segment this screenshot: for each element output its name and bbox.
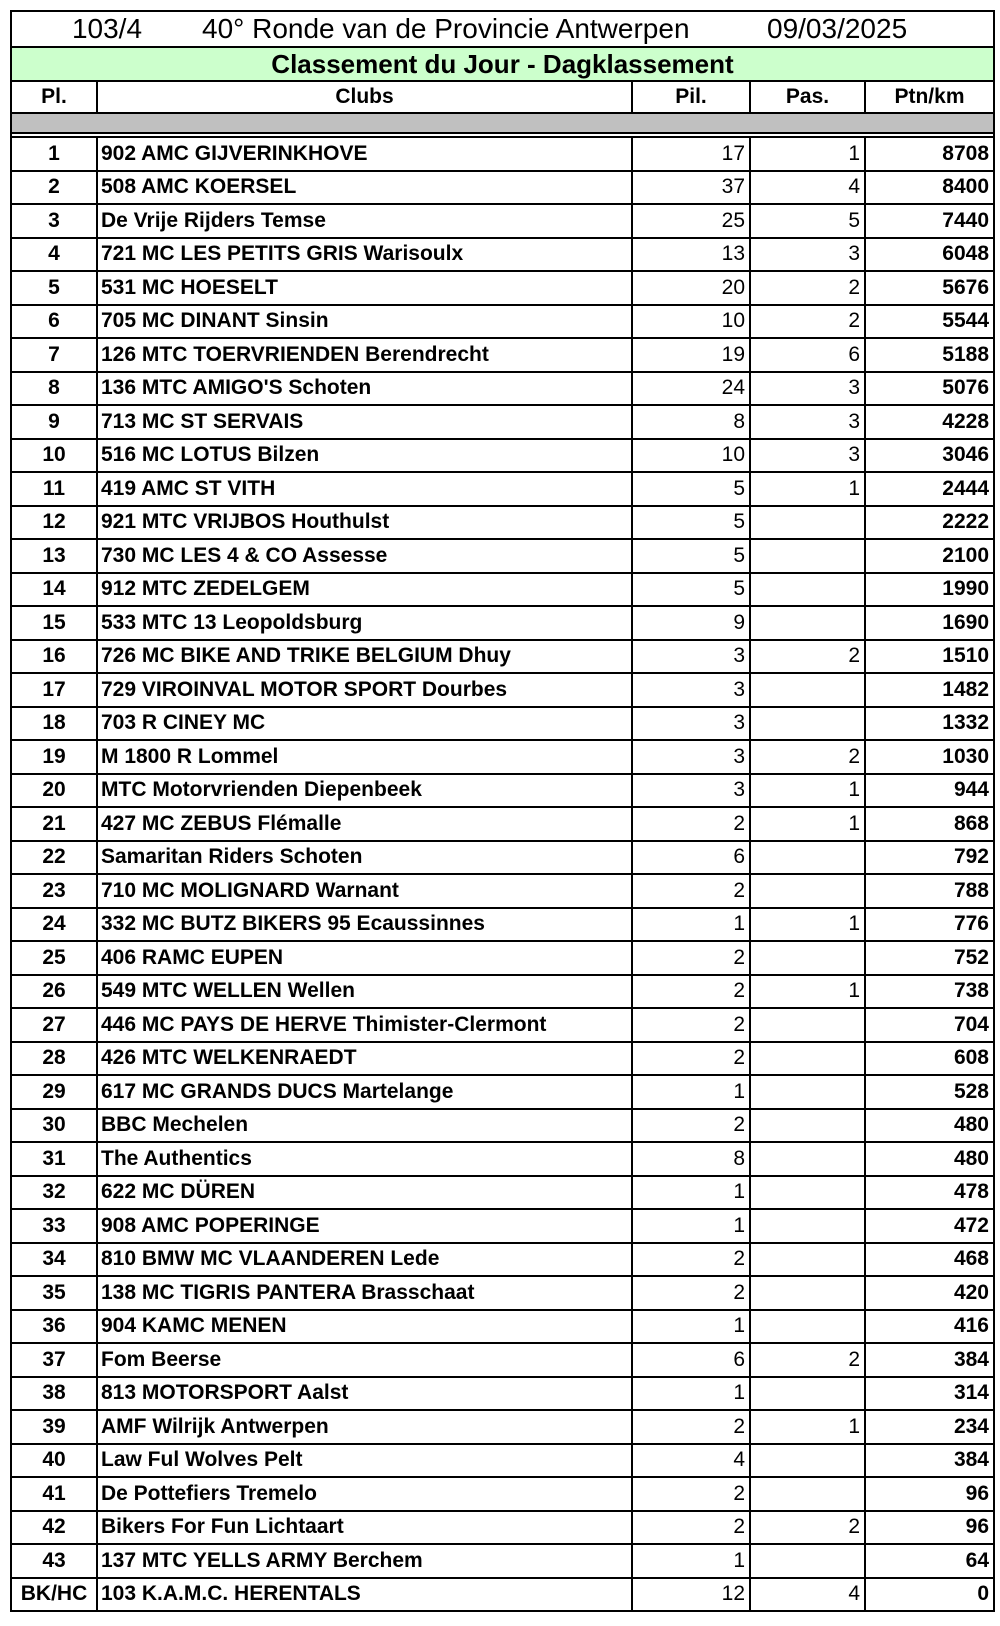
table-row (10, 1043, 995, 1077)
club-cell: 902 AMC GIJVERINKHOVE (98, 138, 633, 170)
place-cell: 16 (12, 641, 98, 673)
club-cell: 406 RAMC EUPEN (98, 942, 633, 974)
riders-cell: 1 (633, 1545, 751, 1577)
points-cell: 1030 (942, 744, 989, 768)
place-cell: 39 (12, 1411, 98, 1443)
passengers-cell: 2 (751, 1512, 866, 1544)
club-cell: 730 MC LES 4 & CO Assesse (98, 540, 633, 572)
passengers-cell (751, 1009, 866, 1041)
passengers-cell: 1 (751, 976, 866, 1008)
place-cell: 20 (12, 775, 98, 807)
place-cell: 42 (12, 1512, 98, 1544)
points-cell: 868 (953, 811, 989, 835)
table-row (10, 272, 995, 306)
place-cell: 37 (12, 1344, 98, 1376)
place-cell: 6 (12, 306, 98, 338)
club-cell: The Authentics (98, 1143, 633, 1175)
passengers-cell: 2 (751, 1344, 866, 1376)
points-cell: 3046 (942, 443, 989, 467)
place-cell: 14 (12, 574, 98, 606)
riders-cell: 2 (633, 1411, 751, 1443)
points-cell: 1690 (942, 610, 989, 634)
passengers-cell (751, 1177, 866, 1209)
points-cell: 5188 (942, 342, 989, 366)
club-cell: 446 MC PAYS DE HERVE Thimister-Clermont (98, 1009, 633, 1041)
passengers-cell (751, 540, 866, 572)
place-cell: 43 (12, 1545, 98, 1577)
place-cell: 31 (12, 1143, 98, 1175)
passengers-cell (751, 1043, 866, 1075)
riders-cell: 1 (633, 1210, 751, 1242)
club-cell: 908 AMC POPERINGE (98, 1210, 633, 1242)
table-row (10, 306, 995, 340)
riders-cell: 10 (633, 440, 751, 472)
points-cell: 1482 (942, 677, 989, 701)
points-cell: 4228 (942, 409, 989, 433)
table-row (10, 909, 995, 943)
table-row (10, 641, 995, 675)
riders-cell: 2 (633, 1478, 751, 1510)
riders-cell: 1 (633, 909, 751, 941)
table-row (10, 440, 995, 474)
place-cell: 34 (12, 1244, 98, 1276)
passengers-cell (751, 1311, 866, 1343)
place-cell: 23 (12, 875, 98, 907)
points-cell: 234 (953, 1414, 989, 1438)
place-cell: 29 (12, 1076, 98, 1108)
place-cell: 41 (12, 1478, 98, 1510)
place-cell: 25 (12, 942, 98, 974)
table-row (10, 1210, 995, 1244)
place-cell: 17 (12, 674, 98, 706)
riders-cell: 1 (633, 1177, 751, 1209)
riders-cell: 17 (633, 138, 751, 170)
club-cell: 138 MC TIGRIS PANTERA Brasschaat (98, 1277, 633, 1309)
club-cell: 516 MC LOTUS Bilzen (98, 440, 633, 472)
table-row (10, 473, 995, 507)
table-row (10, 1411, 995, 1445)
header-points: Ptn/km (894, 85, 965, 108)
table-row (10, 1110, 995, 1144)
riders-cell: 24 (633, 373, 751, 405)
club-cell: 729 VIROINVAL MOTOR SPORT Dourbes (98, 674, 633, 706)
points-cell: 64 (965, 1548, 989, 1572)
points-cell: 480 (953, 1146, 989, 1170)
points-cell: 5544 (942, 309, 989, 333)
riders-cell: 2 (633, 1512, 751, 1544)
riders-cell: 8 (633, 406, 751, 438)
passengers-cell (751, 574, 866, 606)
riders-cell: 2 (633, 1110, 751, 1142)
place-cell: 22 (12, 842, 98, 874)
event-date: 09/03/2025 (767, 13, 908, 44)
passengers-cell: 4 (751, 1579, 866, 1611)
points-cell: 0 (977, 1582, 989, 1606)
club-cell: 810 BMW MC VLAANDEREN Lede (98, 1244, 633, 1276)
place-cell: 26 (12, 976, 98, 1008)
riders-cell: 1 (633, 1076, 751, 1108)
club-cell: 617 MC GRANDS DUCS Martelange (98, 1076, 633, 1108)
table-row (10, 875, 995, 909)
place-cell: 9 (12, 406, 98, 438)
table-row (10, 842, 995, 876)
points-cell: 384 (953, 1347, 989, 1371)
club-cell: AMF Wilrijk Antwerpen (98, 1411, 633, 1443)
passengers-cell: 2 (751, 272, 866, 304)
header-club: Clubs (98, 82, 633, 112)
passengers-cell (751, 875, 866, 907)
club-cell: 921 MTC VRIJBOS Houthulst (98, 507, 633, 539)
place-cell: 33 (12, 1210, 98, 1242)
club-cell: 508 AMC KOERSEL (98, 172, 633, 204)
place-cell: 2 (12, 172, 98, 204)
riders-cell: 5 (633, 507, 751, 539)
place-cell: 28 (12, 1043, 98, 1075)
riders-cell: 2 (633, 808, 751, 840)
place-cell: 19 (12, 741, 98, 773)
passengers-cell: 3 (751, 406, 866, 438)
page-subtitle: Classement du Jour - Dagklassement (271, 48, 734, 79)
table-row (10, 1177, 995, 1211)
points-cell: 6048 (942, 242, 989, 266)
club-cell: M 1800 R Lommel (98, 741, 633, 773)
header-passengers: Pas. (751, 82, 866, 112)
place-cell: 32 (12, 1177, 98, 1209)
place-cell: 12 (12, 507, 98, 539)
place-cell: 10 (12, 440, 98, 472)
riders-cell: 2 (633, 1009, 751, 1041)
place-cell: 1 (12, 138, 98, 170)
table-row (10, 339, 995, 373)
club-cell: 710 MC MOLIGNARD Warnant (98, 875, 633, 907)
passengers-cell: 1 (751, 1411, 866, 1443)
club-cell: 705 MC DINANT Sinsin (98, 306, 633, 338)
club-cell: 332 MC BUTZ BIKERS 95 Ecaussinnes (98, 909, 633, 941)
passengers-cell (751, 1478, 866, 1510)
riders-cell: 12 (633, 1579, 751, 1611)
passengers-cell: 1 (751, 138, 866, 170)
club-cell: Samaritan Riders Schoten (98, 842, 633, 874)
table-row (10, 1545, 995, 1579)
riders-cell: 19 (633, 339, 751, 371)
event-code: 103/4 (71, 13, 143, 44)
riders-cell: 2 (633, 1244, 751, 1276)
points-cell: 5076 (942, 376, 989, 400)
place-cell: 35 (12, 1277, 98, 1309)
riders-cell: 6 (633, 1344, 751, 1376)
table-row (10, 1344, 995, 1378)
riders-cell: 3 (633, 708, 751, 740)
place-cell: 15 (12, 607, 98, 639)
place-cell: 8 (12, 373, 98, 405)
passengers-cell: 1 (751, 775, 866, 807)
passengers-cell: 2 (751, 741, 866, 773)
table-row (10, 942, 995, 976)
points-cell: 528 (953, 1079, 989, 1103)
points-cell: 944 (953, 778, 989, 802)
place-cell: 4 (12, 239, 98, 271)
points-cell: 314 (953, 1381, 989, 1405)
club-cell: 703 R CINEY MC (98, 708, 633, 740)
points-cell: 738 (953, 979, 989, 1003)
passengers-cell (751, 842, 866, 874)
club-cell: 721 MC LES PETITS GRIS Warisoulx (98, 239, 633, 271)
riders-cell: 2 (633, 875, 751, 907)
points-cell: 420 (953, 1280, 989, 1304)
points-cell: 96 (965, 1481, 989, 1505)
points-cell: 1510 (942, 644, 989, 668)
club-cell: 427 MC ZEBUS Flémalle (98, 808, 633, 840)
passengers-cell: 1 (751, 909, 866, 941)
points-cell: 2222 (942, 510, 989, 534)
table-row (10, 1244, 995, 1278)
points-cell: 792 (953, 845, 989, 869)
passengers-cell: 3 (751, 239, 866, 271)
riders-cell: 3 (633, 674, 751, 706)
passengers-cell: 5 (751, 205, 866, 237)
points-cell: 8400 (942, 175, 989, 199)
club-cell: 419 AMC ST VITH (98, 473, 633, 505)
riders-cell: 10 (633, 306, 751, 338)
riders-cell: 3 (633, 775, 751, 807)
table-header (10, 82, 995, 114)
event-title: 40° Ronde van de Provincie Antwerpen (202, 13, 690, 44)
table-row (10, 1579, 995, 1613)
passengers-cell (751, 674, 866, 706)
club-cell: Bikers For Fun Lichtaart (98, 1512, 633, 1544)
points-cell: 480 (953, 1113, 989, 1137)
passengers-cell: 6 (751, 339, 866, 371)
points-cell: 96 (965, 1515, 989, 1539)
table-row (10, 507, 995, 541)
table-row (10, 172, 995, 206)
club-cell: De Pottefiers Tremelo (98, 1478, 633, 1510)
place-cell: 40 (12, 1445, 98, 1477)
club-cell: 126 MTC TOERVRIENDEN Berendrecht (98, 339, 633, 371)
club-cell: 912 MTC ZEDELGEM (98, 574, 633, 606)
place-cell: 38 (12, 1378, 98, 1410)
riders-cell: 13 (633, 239, 751, 271)
place-cell: 30 (12, 1110, 98, 1142)
place-cell: 3 (12, 205, 98, 237)
points-cell: 752 (953, 945, 989, 969)
club-cell: 426 MTC WELKENRAEDT (98, 1043, 633, 1075)
passengers-cell (751, 1277, 866, 1309)
table-body (10, 138, 995, 1612)
club-cell: De Vrije Rijders Temse (98, 205, 633, 237)
table-row (10, 138, 995, 172)
place-cell: 24 (12, 909, 98, 941)
table-row (10, 1512, 995, 1546)
club-cell: 549 MTC WELLEN Wellen (98, 976, 633, 1008)
club-cell: 904 KAMC MENEN (98, 1311, 633, 1343)
riders-cell: 2 (633, 976, 751, 1008)
points-cell: 8708 (942, 141, 989, 165)
passengers-cell (751, 1445, 866, 1477)
table-row (10, 1445, 995, 1479)
riders-cell: 3 (633, 641, 751, 673)
passengers-cell: 1 (751, 473, 866, 505)
subtitle-bar (10, 48, 995, 82)
table-row (10, 1076, 995, 1110)
passengers-cell (751, 1545, 866, 1577)
table-row (10, 540, 995, 574)
riders-cell: 2 (633, 942, 751, 974)
table-row (10, 373, 995, 407)
passengers-cell (751, 942, 866, 974)
place-cell: 11 (12, 473, 98, 505)
riders-cell: 6 (633, 842, 751, 874)
classification-sheet (10, 10, 995, 1612)
table-row (10, 674, 995, 708)
points-cell: 788 (953, 878, 989, 902)
points-cell: 1332 (942, 711, 989, 735)
riders-cell: 8 (633, 1143, 751, 1175)
passengers-cell (751, 1110, 866, 1142)
table-row (10, 239, 995, 273)
riders-cell: 1 (633, 1378, 751, 1410)
table-row (10, 406, 995, 440)
table-row (10, 205, 995, 239)
points-cell: 384 (953, 1448, 989, 1472)
points-cell: 704 (953, 1012, 989, 1036)
club-cell: 137 MTC YELLS ARMY Berchem (98, 1545, 633, 1577)
points-cell: 2444 (942, 476, 989, 500)
title-bar (10, 10, 995, 48)
points-cell: 1990 (942, 577, 989, 601)
table-row (10, 808, 995, 842)
passengers-cell (751, 708, 866, 740)
points-cell: 7440 (942, 208, 989, 232)
points-cell: 776 (953, 912, 989, 936)
passengers-cell: 4 (751, 172, 866, 204)
passengers-cell (751, 1076, 866, 1108)
points-cell: 416 (953, 1314, 989, 1338)
place-cell: 7 (12, 339, 98, 371)
table-row (10, 574, 995, 608)
club-cell: 103 K.A.M.C. HERENTALS (98, 1579, 633, 1611)
place-cell: 18 (12, 708, 98, 740)
passengers-cell (751, 1143, 866, 1175)
passengers-cell: 2 (751, 641, 866, 673)
place-cell: 27 (12, 1009, 98, 1041)
club-cell: MTC Motorvrienden Diepenbeek (98, 775, 633, 807)
riders-cell: 3 (633, 741, 751, 773)
club-cell: Law Ful Wolves Pelt (98, 1445, 633, 1477)
riders-cell: 5 (633, 574, 751, 606)
riders-cell: 2 (633, 1277, 751, 1309)
riders-cell: 9 (633, 607, 751, 639)
club-cell: Fom Beerse (98, 1344, 633, 1376)
table-row (10, 607, 995, 641)
riders-cell: 25 (633, 205, 751, 237)
club-cell: 622 MC DÜREN (98, 1177, 633, 1209)
place-cell: BK/HC (12, 1579, 98, 1611)
club-cell: 726 MC BIKE AND TRIKE BELGIUM Dhuy (98, 641, 633, 673)
table-row (10, 708, 995, 742)
place-cell: 13 (12, 540, 98, 572)
passengers-cell (751, 507, 866, 539)
club-cell: 136 MTC AMIGO'S Schoten (98, 373, 633, 405)
riders-cell: 1 (633, 1311, 751, 1343)
table-row (10, 1143, 995, 1177)
table-row (10, 1277, 995, 1311)
place-cell: 21 (12, 808, 98, 840)
passengers-cell (751, 607, 866, 639)
riders-cell: 4 (633, 1445, 751, 1477)
table-row (10, 775, 995, 809)
riders-cell: 20 (633, 272, 751, 304)
passengers-cell (751, 1244, 866, 1276)
riders-cell: 37 (633, 172, 751, 204)
passengers-cell (751, 1378, 866, 1410)
riders-cell: 2 (633, 1043, 751, 1075)
passengers-cell: 3 (751, 440, 866, 472)
points-cell: 478 (953, 1180, 989, 1204)
table-row (10, 1478, 995, 1512)
club-cell: 713 MC ST SERVAIS (98, 406, 633, 438)
riders-cell: 5 (633, 540, 751, 572)
place-cell: 36 (12, 1311, 98, 1343)
points-cell: 2100 (942, 543, 989, 567)
place-cell: 5 (12, 272, 98, 304)
club-cell: 813 MOTORSPORT Aalst (98, 1378, 633, 1410)
points-cell: 472 (953, 1213, 989, 1237)
table-row (10, 741, 995, 775)
club-cell: 533 MTC 13 Leopoldsburg (98, 607, 633, 639)
table-row (10, 1378, 995, 1412)
header-place: Pl. (12, 82, 98, 112)
club-cell: 531 MC HOESELT (98, 272, 633, 304)
riders-cell: 5 (633, 473, 751, 505)
header-riders: Pil. (633, 82, 751, 112)
table-row (10, 1311, 995, 1345)
header-separator (10, 114, 995, 134)
points-cell: 468 (953, 1247, 989, 1271)
table-row (10, 976, 995, 1010)
passengers-cell: 1 (751, 808, 866, 840)
passengers-cell: 3 (751, 373, 866, 405)
table-row (10, 1009, 995, 1043)
points-cell: 5676 (942, 275, 989, 299)
points-cell: 608 (953, 1046, 989, 1070)
club-cell: BBC Mechelen (98, 1110, 633, 1142)
passengers-cell: 2 (751, 306, 866, 338)
passengers-cell (751, 1210, 866, 1242)
